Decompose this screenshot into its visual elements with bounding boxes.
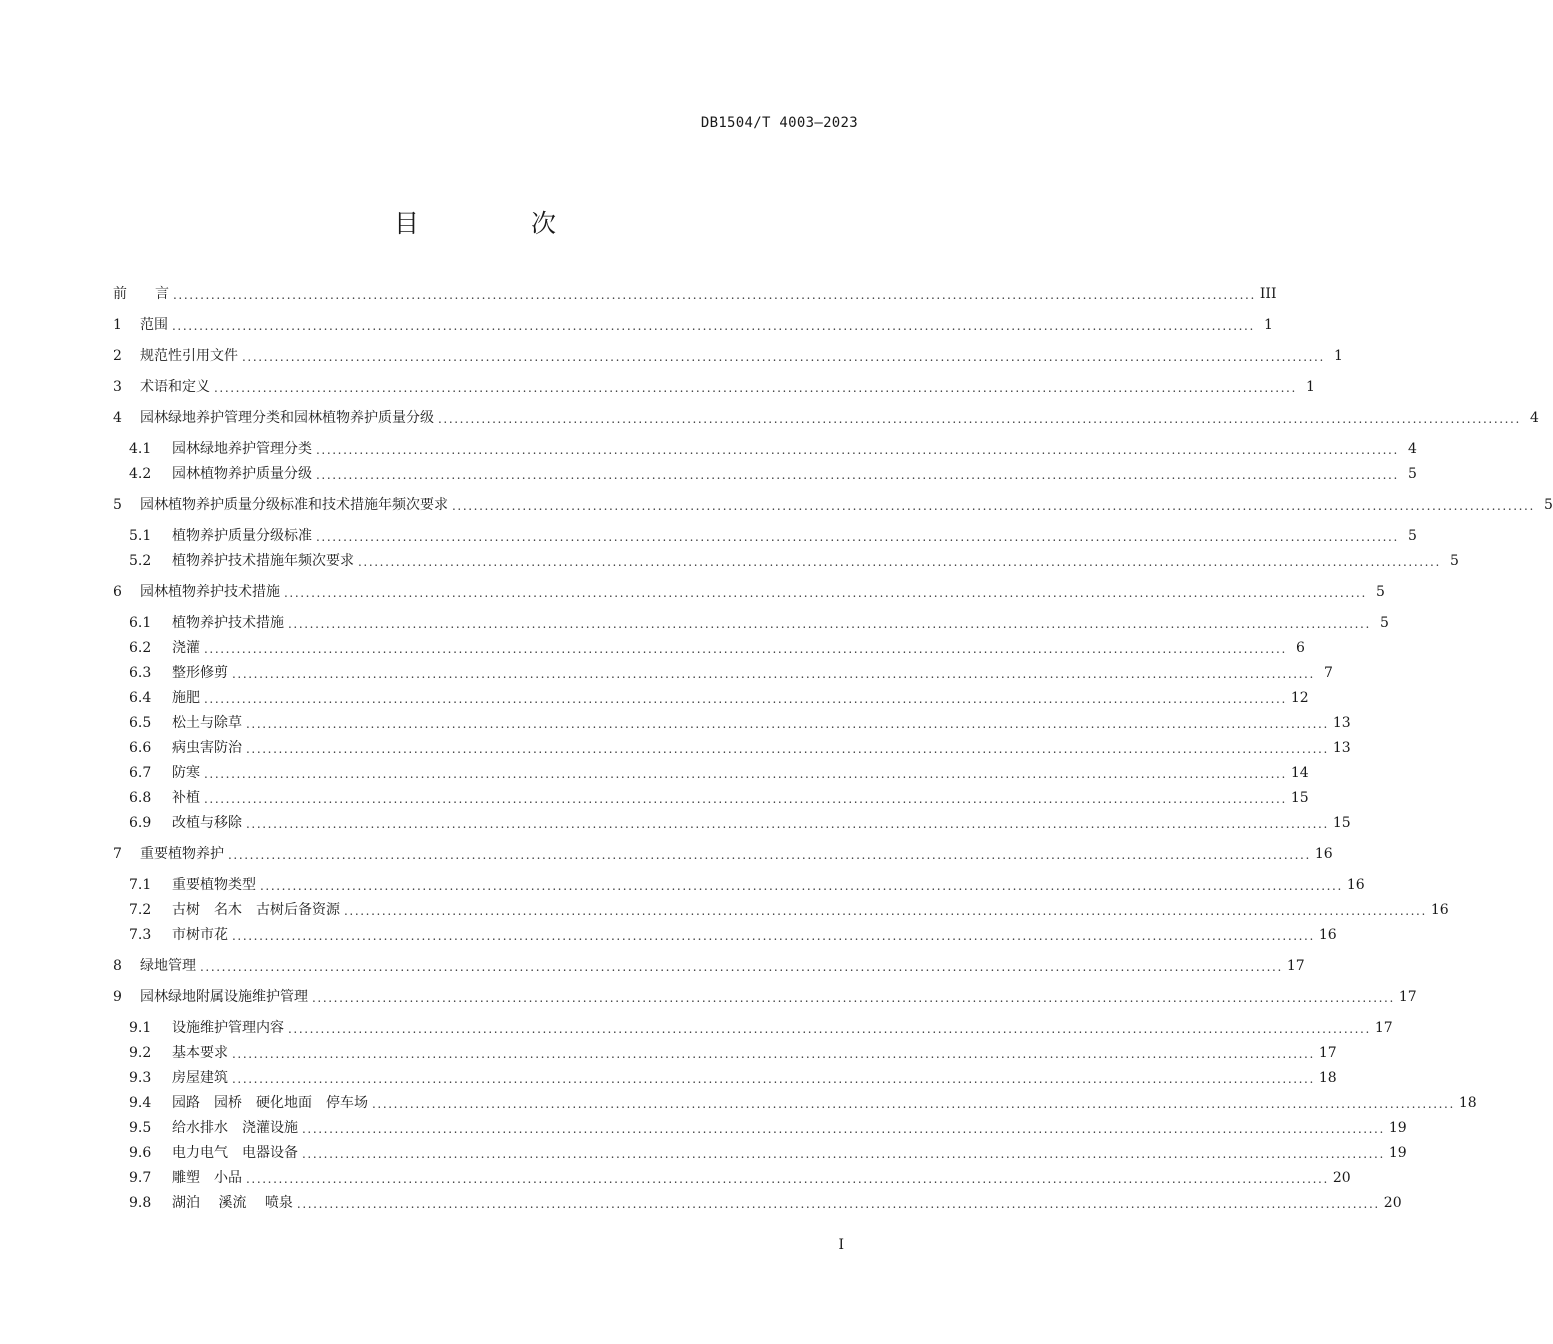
toc-entry[interactable] bbox=[113, 956, 1305, 976]
toc-entry[interactable] bbox=[113, 638, 1305, 658]
toc-entry[interactable] bbox=[113, 315, 1273, 335]
toc-entry[interactable] bbox=[113, 408, 1539, 428]
toc-entry-number: 9.2 bbox=[129, 1045, 152, 1061]
toc-leader-dots: ........................................................................................................................................................................................................ bbox=[232, 1072, 1315, 1086]
toc-leader-dots: ........................................................................................................................................................................................................ bbox=[172, 319, 1255, 333]
toc-entry-label: 病虫害防治 bbox=[172, 740, 242, 756]
toc-leader-dots: ........................................................................................................................................................................................................ bbox=[316, 468, 1399, 482]
toc-entry-label: 古树 名木 古树后备资源 bbox=[172, 902, 340, 918]
toc-entry-number: 7.3 bbox=[129, 927, 152, 943]
toc-entry-number: 9.1 bbox=[129, 1020, 152, 1036]
toc-entry[interactable] bbox=[113, 713, 1351, 733]
toc-leader-dots: ........................................................................................................................................................................................................ bbox=[204, 692, 1287, 706]
toc-leader-dots: ........................................................................................................................................................................................................ bbox=[260, 879, 1343, 893]
toc-entry[interactable] bbox=[113, 788, 1309, 808]
toc-entry-label: 整形修剪 bbox=[172, 665, 228, 681]
toc-entry-label: 园林绿地养护管理分类和园林植物养护质量分级 bbox=[140, 410, 434, 426]
toc-entry[interactable] bbox=[113, 526, 1417, 546]
toc-entry-label: 规范性引用文件 bbox=[140, 348, 238, 364]
toc-entry-page: 14 bbox=[1290, 765, 1309, 781]
toc-entry[interactable] bbox=[113, 284, 1277, 304]
toc-leader-dots: ........................................................................................................................................................................................................ bbox=[214, 381, 1297, 395]
toc-entry-number: 6 bbox=[113, 584, 122, 600]
toc-entry-number: 8 bbox=[113, 958, 122, 974]
toc-leader-dots: ........................................................................................................................................................................................................ bbox=[246, 817, 1329, 831]
toc-entry[interactable] bbox=[113, 464, 1417, 484]
toc-entry[interactable] bbox=[113, 377, 1315, 397]
toc-entry-number: 6.3 bbox=[129, 665, 152, 681]
toc-leader-dots: ........................................................................................................................................................................................................ bbox=[200, 960, 1283, 974]
toc-entry-page: 5 bbox=[1375, 584, 1385, 600]
toc-entry-number: 9.8 bbox=[129, 1195, 152, 1211]
toc-entry-label: 植物养护技术措施 bbox=[172, 615, 284, 631]
toc-entry-page: 15 bbox=[1290, 790, 1309, 806]
toc-entry-page: 15 bbox=[1332, 815, 1351, 831]
toc-entry[interactable] bbox=[113, 1193, 1402, 1213]
toc-entry-label: 市树市花 bbox=[172, 927, 228, 943]
toc-entry-label: 术语和定义 bbox=[140, 379, 210, 395]
toc-entry-page: 1 bbox=[1263, 317, 1273, 333]
toc-entry-page: 5 bbox=[1407, 528, 1417, 544]
toc-leader-dots: ........................................................................................................................................................................................................ bbox=[204, 792, 1287, 806]
toc-leader-dots: ........................................................................................................................................................................................................ bbox=[302, 1147, 1385, 1161]
toc-entry-number: 4.1 bbox=[129, 441, 152, 457]
toc-entry[interactable] bbox=[113, 582, 1385, 602]
toc-entry[interactable] bbox=[113, 1118, 1407, 1138]
toc-entry-label: 雕塑 小品 bbox=[172, 1170, 242, 1186]
toc-entry-page: 1 bbox=[1333, 348, 1343, 364]
toc-entry-number: 7.2 bbox=[129, 902, 152, 918]
toc-entry[interactable] bbox=[113, 738, 1351, 758]
toc-leader-dots: ........................................................................................................................................................................................................ bbox=[302, 1122, 1385, 1136]
toc-entry-label: 改植与移除 bbox=[172, 815, 242, 831]
toc-entry-number: 5 bbox=[113, 497, 122, 513]
toc-entry-number: 9.3 bbox=[129, 1070, 152, 1086]
toc-leader-dots: ........................................................................................................................................................................................................ bbox=[204, 642, 1287, 656]
toc-entry[interactable] bbox=[113, 875, 1365, 895]
toc-entry-label: 植物养护质量分级标准 bbox=[172, 528, 312, 544]
toc-entry-page: 4 bbox=[1529, 410, 1539, 426]
toc-entry-page: 5 bbox=[1407, 466, 1417, 482]
toc-leader-dots: ........................................................................................................................................................................................................ bbox=[204, 767, 1287, 781]
toc-entry[interactable] bbox=[113, 763, 1309, 783]
toc-entry-number: 6.4 bbox=[129, 690, 152, 706]
toc-entry-number: 9 bbox=[113, 989, 122, 1005]
toc-entry-label: 基本要求 bbox=[172, 1045, 228, 1061]
toc-entry[interactable] bbox=[113, 1143, 1407, 1163]
toc-entry-number: 6.9 bbox=[129, 815, 152, 831]
toc-entry-label: 植物养护技术措施年频次要求 bbox=[172, 553, 354, 569]
toc-entry-page: 17 bbox=[1318, 1045, 1337, 1061]
toc-leader-dots: ........................................................................................................................................................................................................ bbox=[246, 717, 1329, 731]
toc-leader-dots: ........................................................................................................................................................................................................ bbox=[312, 991, 1395, 1005]
toc-entry-label: 重要植物养护 bbox=[140, 846, 224, 862]
toc-leader-dots: ........................................................................................................................................................................................................ bbox=[316, 443, 1399, 457]
toc-leader-dots: ........................................................................................................................................................................................................ bbox=[284, 586, 1367, 600]
toc-leader-dots: ........................................................................................................................................................................................................ bbox=[232, 929, 1315, 943]
toc-leader-dots: ........................................................................................................................................................................................................ bbox=[288, 617, 1371, 631]
toc-entry-label: 园林绿地养护管理分类 bbox=[172, 441, 312, 457]
toc-entry-label: 园林植物养护质量分级标准和技术措施年频次要求 bbox=[140, 497, 448, 513]
toc-entry-page: 20 bbox=[1383, 1195, 1402, 1211]
toc-entry-page: 19 bbox=[1388, 1145, 1407, 1161]
toc-entry-number: 4.2 bbox=[129, 466, 152, 482]
toc-leader-dots: ........................................................................................................................................................................................................ bbox=[438, 412, 1521, 426]
toc-entry-label: 浇灌 bbox=[172, 640, 200, 656]
toc-entry-number: 2 bbox=[113, 348, 122, 364]
toc-entry-label: 园林绿地附属设施维护管理 bbox=[140, 989, 308, 1005]
toc-entry[interactable] bbox=[113, 613, 1389, 633]
toc-entry-page: 18 bbox=[1458, 1095, 1477, 1111]
toc-entry-label: 园路 园桥 硬化地面 停车场 bbox=[172, 1095, 368, 1111]
toc-entry-label: 前 言 bbox=[113, 286, 169, 302]
toc-entry[interactable] bbox=[113, 1018, 1393, 1038]
toc-entry-page: 5 bbox=[1379, 615, 1389, 631]
toc-entry-number: 7.1 bbox=[129, 877, 152, 893]
toc-entry-label: 房屋建筑 bbox=[172, 1070, 228, 1086]
toc-entry-label: 重要植物类型 bbox=[172, 877, 256, 893]
toc-entry-page: III bbox=[1259, 286, 1277, 302]
toc-entry[interactable] bbox=[113, 1068, 1337, 1088]
toc-entry[interactable] bbox=[113, 813, 1351, 833]
toc-entry[interactable] bbox=[113, 844, 1333, 864]
toc-entry-number: 4 bbox=[113, 410, 122, 426]
toc-entry-page: 17 bbox=[1286, 958, 1305, 974]
toc-entry-page: 16 bbox=[1314, 846, 1333, 862]
toc-entry-number: 6.5 bbox=[129, 715, 152, 731]
toc-entry-number: 3 bbox=[113, 379, 122, 395]
toc-entry-page: 5 bbox=[1543, 497, 1553, 513]
toc-entry[interactable] bbox=[113, 346, 1343, 366]
toc-entry[interactable] bbox=[113, 551, 1459, 571]
toc-entry-page: 19 bbox=[1388, 1120, 1407, 1136]
toc-entry-label: 园林植物养护技术措施 bbox=[140, 584, 280, 600]
toc-entry-label: 防寒 bbox=[172, 765, 200, 781]
toc-entry-label: 湖泊 溪流 喷泉 bbox=[172, 1195, 293, 1211]
toc-entry-page: 17 bbox=[1374, 1020, 1393, 1036]
page-title: 目 次 bbox=[394, 209, 608, 238]
toc-entry[interactable] bbox=[113, 987, 1417, 1007]
page-number: I bbox=[838, 1237, 844, 1253]
toc-entry-page: 18 bbox=[1318, 1070, 1337, 1086]
toc-entry-number: 1 bbox=[113, 317, 122, 333]
toc-leader-dots: ........................................................................................................................................................................................................ bbox=[232, 667, 1315, 681]
toc-entry[interactable] bbox=[113, 1168, 1351, 1188]
toc-entry-label: 松土与除草 bbox=[172, 715, 242, 731]
toc-entry-number: 9.7 bbox=[129, 1170, 152, 1186]
toc-entry-page: 4 bbox=[1407, 441, 1417, 457]
toc-entry-number: 6.1 bbox=[129, 615, 152, 631]
toc-entry-page: 6 bbox=[1295, 640, 1305, 656]
toc-leader-dots: ........................................................................................................................................................................................................ bbox=[288, 1022, 1371, 1036]
toc-entry-label: 给水排水 浇灌设施 bbox=[172, 1120, 298, 1136]
toc-leader-dots: ........................................................................................................................................................................................................ bbox=[246, 1172, 1329, 1186]
toc-entry-page: 16 bbox=[1430, 902, 1449, 918]
toc-entry-page: 7 bbox=[1323, 665, 1333, 681]
toc-entry-number: 9.6 bbox=[129, 1145, 152, 1161]
toc-entry-number: 5.1 bbox=[129, 528, 152, 544]
toc-entry-number: 6.8 bbox=[129, 790, 152, 806]
table-of-contents bbox=[113, 284, 1553, 1213]
toc-entry-number: 6.6 bbox=[129, 740, 152, 756]
toc-entry-label: 设施维护管理内容 bbox=[172, 1020, 284, 1036]
toc-entry-number: 9.5 bbox=[129, 1120, 152, 1136]
toc-entry-page: 17 bbox=[1398, 989, 1417, 1005]
toc-entry-page: 16 bbox=[1346, 877, 1365, 893]
toc-leader-dots: ........................................................................................................................................................................................................ bbox=[452, 499, 1535, 513]
toc-entry[interactable] bbox=[113, 1043, 1337, 1063]
toc-entry-page: 5 bbox=[1449, 553, 1459, 569]
toc-entry-number: 9.4 bbox=[129, 1095, 152, 1111]
toc-entry-number: 6.2 bbox=[129, 640, 152, 656]
toc-entry[interactable] bbox=[113, 495, 1553, 515]
toc-entry-page: 13 bbox=[1332, 715, 1351, 731]
toc-leader-dots: ........................................................................................................................................................................................................ bbox=[358, 555, 1441, 569]
toc-entry-page: 16 bbox=[1318, 927, 1337, 943]
toc-entry-label: 绿地管理 bbox=[140, 958, 196, 974]
toc-leader-dots: ........................................................................................................................................................................................................ bbox=[228, 848, 1311, 862]
toc-entry-label: 园林植物养护质量分级 bbox=[172, 466, 312, 482]
toc-entry-number: 7 bbox=[113, 846, 122, 862]
toc-entry-label: 电力电气 电器设备 bbox=[172, 1145, 298, 1161]
toc-leader-dots: ........................................................................................................................................................................................................ bbox=[232, 1047, 1315, 1061]
toc-leader-dots: ........................................................................................................................................................................................................ bbox=[344, 904, 1427, 918]
toc-entry[interactable] bbox=[113, 439, 1417, 459]
toc-leader-dots: ........................................................................................................................................................................................................ bbox=[173, 288, 1256, 302]
toc-leader-dots: ........................................................................................................................................................................................................ bbox=[316, 530, 1399, 544]
toc-entry[interactable] bbox=[113, 688, 1309, 708]
toc-leader-dots: ........................................................................................................................................................................................................ bbox=[296, 1197, 1380, 1211]
toc-leader-dots: ........................................................................................................................................................................................................ bbox=[246, 742, 1329, 756]
toc-entry-label: 范围 bbox=[140, 317, 168, 333]
toc-entry-page: 13 bbox=[1332, 740, 1351, 756]
toc-entry[interactable] bbox=[113, 1093, 1477, 1113]
toc-leader-dots: ........................................................................................................................................................................................................ bbox=[372, 1097, 1455, 1111]
toc-entry-number: 5.2 bbox=[129, 553, 152, 569]
toc-entry-label: 施肥 bbox=[172, 690, 200, 706]
toc-entry[interactable] bbox=[113, 925, 1337, 945]
toc-leader-dots: ........................................................................................................................................................................................................ bbox=[242, 350, 1325, 364]
toc-entry[interactable] bbox=[113, 900, 1449, 920]
toc-entry-label: 补植 bbox=[172, 790, 200, 806]
toc-entry-page: 20 bbox=[1332, 1170, 1351, 1186]
toc-entry-number: 6.7 bbox=[129, 765, 152, 781]
toc-entry-page: 12 bbox=[1290, 690, 1309, 706]
document-code: DB1504/T 4003—2023 bbox=[700, 115, 858, 131]
toc-entry-page: 1 bbox=[1305, 379, 1315, 395]
toc-entry[interactable] bbox=[113, 663, 1333, 683]
